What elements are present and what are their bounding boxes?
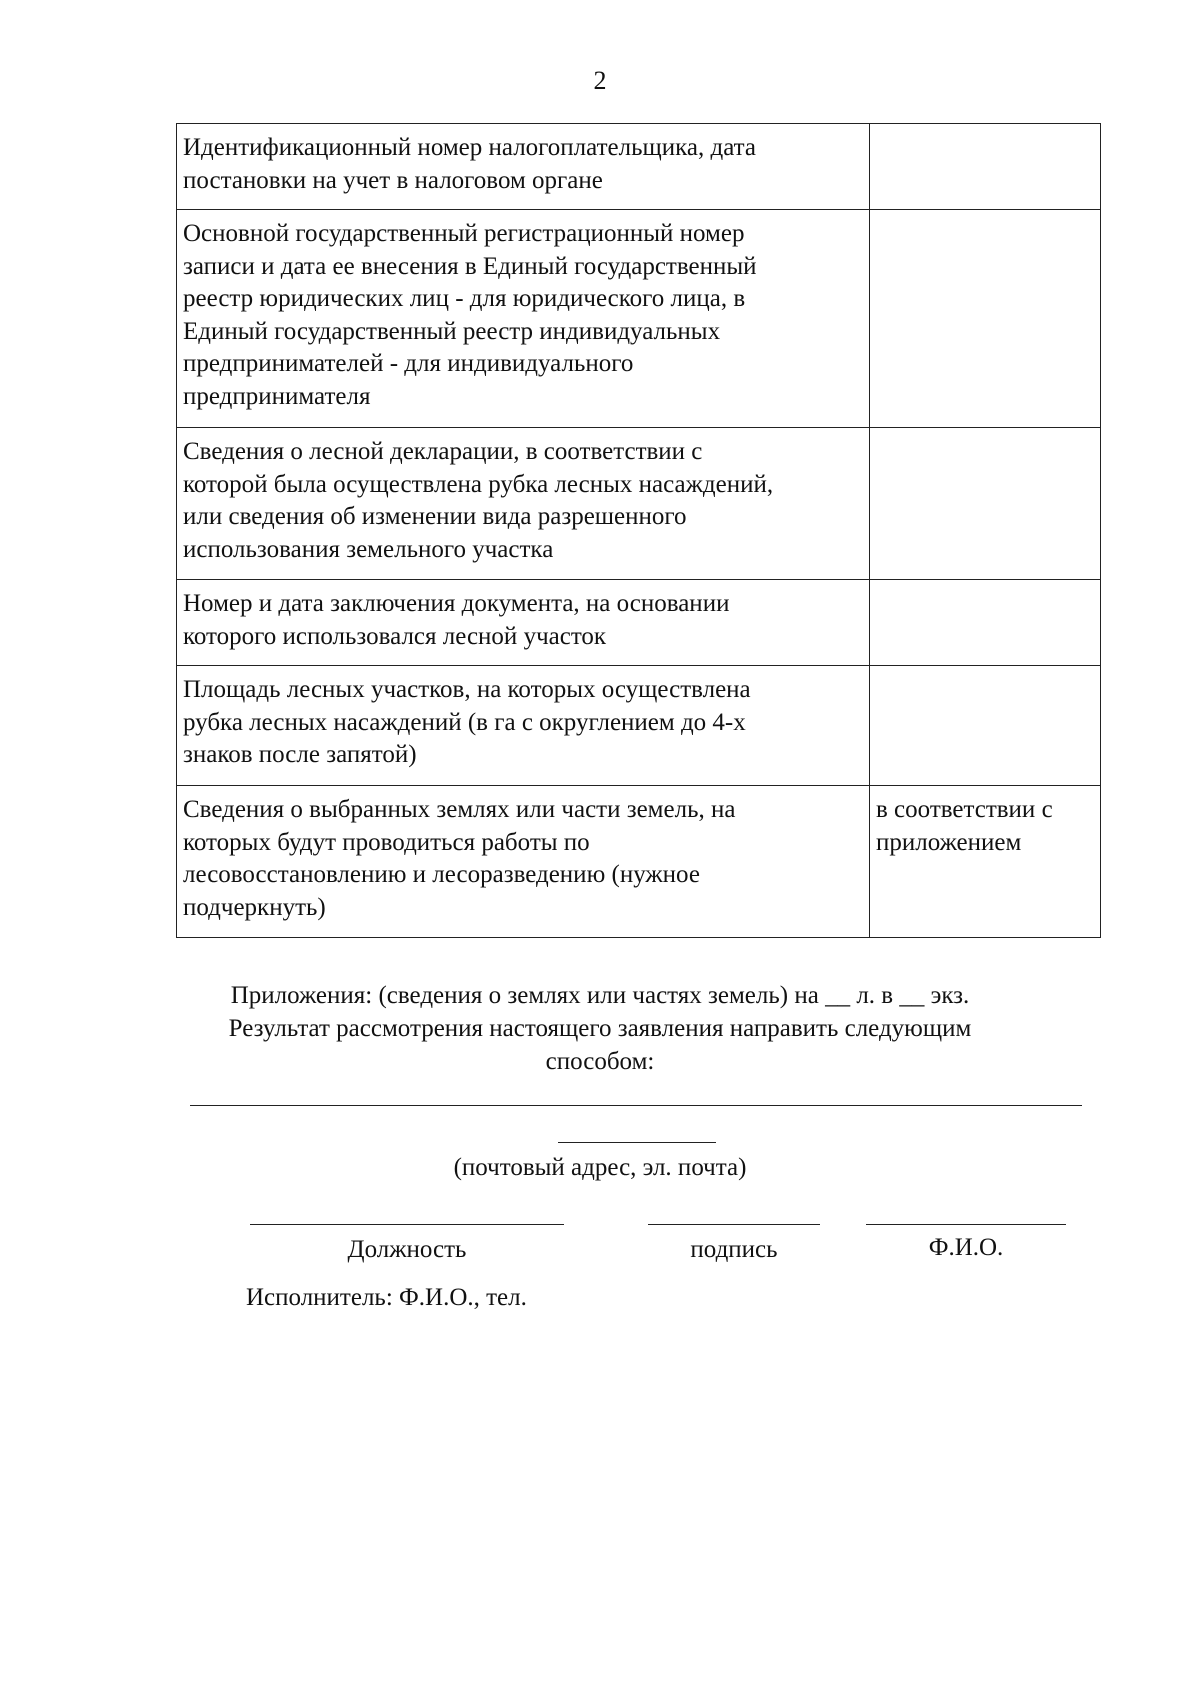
field-label-cell — [177, 786, 870, 938]
attachments-line: Приложения: (сведения о землях или частях земель) на __ л. в __ экз. — [230, 982, 970, 1009]
field-value-cell — [870, 666, 1101, 786]
field-label-line: рубка лесных насаждений (в га с округлением до 4-х — [183, 708, 746, 736]
field-label-cell — [177, 428, 870, 580]
field-label-line: предпринимателей - для индивидуального — [183, 350, 634, 377]
address-caption: (почтовый адрес, эл. почта) — [453, 1154, 747, 1181]
field-value-cell — [870, 210, 1101, 428]
table-row — [177, 786, 1101, 938]
position-blank — [250, 1224, 564, 1225]
field-label-line: реестр юридических лиц - для юридического лица, в — [183, 285, 746, 312]
delivery-method-blank — [190, 1105, 1082, 1106]
result-delivery-line: Результат рассмотрения настоящего заявления направить следующим — [228, 1015, 972, 1042]
field-label-line: подчеркнуть) — [183, 893, 326, 921]
name-label: Ф.И.О. — [928, 1234, 1004, 1261]
field-label-line: Единый государственный реестр индивидуальных — [183, 317, 721, 345]
name-blank — [866, 1224, 1066, 1225]
field-label-line: которого использовался лесной участок — [183, 622, 607, 650]
field-label-line: которой была осуществлена рубка лесных насаждений, — [183, 470, 774, 498]
position-label: Должность — [347, 1236, 467, 1263]
executor-info: Исполнитель: Ф.И.О., тел. — [246, 1284, 527, 1311]
signature-blank — [648, 1224, 820, 1225]
field-label-line: записи и дата ее внесения в Единый государственный — [183, 252, 757, 280]
field-label-cell — [177, 666, 870, 786]
field-label-line: или сведения об изменении вида разрешенного — [183, 503, 687, 530]
field-label-cell — [177, 210, 870, 428]
field-label-line: Номер и дата заключения документа, на основании — [183, 590, 730, 617]
field-label-line: которых будут проводиться работы по — [183, 828, 590, 856]
delivery-method-label: способом: — [545, 1048, 655, 1075]
field-value-cell — [870, 428, 1101, 580]
table-row — [177, 666, 1101, 786]
field-label-line: Идентификационный номер налогоплательщика, дата — [183, 134, 756, 161]
field-value-cell — [870, 786, 1101, 938]
field-value-line: приложением — [876, 828, 1022, 856]
field-value-cell — [870, 580, 1101, 666]
address-blank — [558, 1142, 716, 1143]
signature-label: подпись — [690, 1236, 778, 1263]
field-label-line: использования земельного участка — [183, 535, 554, 563]
field-label-line: постановки на учет в налоговом органе — [183, 166, 603, 194]
field-label-line: предпринимателя — [183, 382, 371, 410]
field-label-line: Сведения о лесной декларации, в соответствии с — [183, 438, 703, 465]
field-label-cell — [177, 124, 870, 210]
field-label-line: Основной государственный регистрационный номер — [183, 220, 745, 247]
table-row — [177, 428, 1101, 580]
table-row — [177, 580, 1101, 666]
field-label-line: знаков после запятой) — [183, 741, 417, 768]
page-number: 2 — [593, 66, 607, 95]
field-label-cell — [177, 580, 870, 666]
field-value-cell — [870, 124, 1101, 210]
field-label-line: лесовосстановлению и лесоразведению (нужное — [183, 861, 700, 888]
field-label-line: Сведения о выбранных землях или части земель, на — [183, 796, 736, 823]
field-label-line: Площадь лесных участков, на которых осуществлена — [183, 676, 751, 703]
table-row — [177, 210, 1101, 428]
field-value-line: в соответствии с — [876, 796, 1053, 823]
table-row — [177, 124, 1101, 210]
applicant-info-table — [176, 123, 1101, 938]
